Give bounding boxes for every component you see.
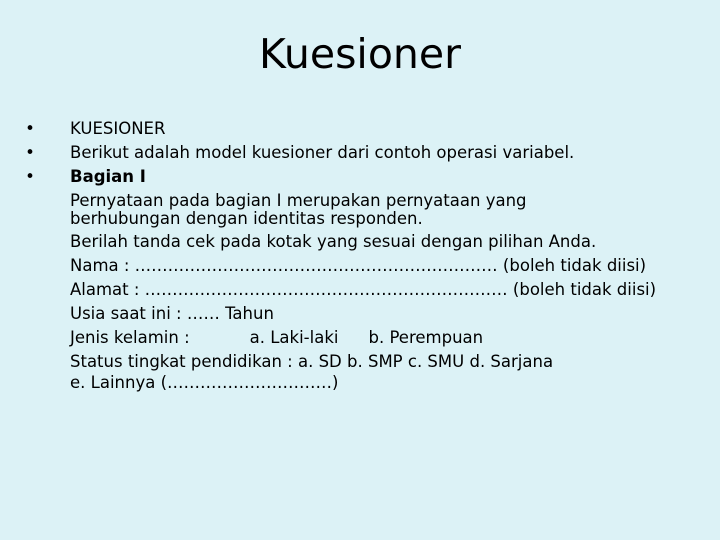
alamat-field: Alamat : ………………………………………………………… (boleh tidak diisi) — [70, 280, 657, 299]
bullet-text-section: Bagian I — [70, 167, 146, 186]
intro-line-2: berhubungan dengan identitas responden. — [70, 209, 423, 228]
status-pendidikan-field: Status tingkat pendidikan : a. SD b. SMP c. SMU d. Sarjana — [70, 352, 554, 371]
bullet-item — [22, 141, 712, 165]
jenis-kelamin-field — [22, 326, 712, 350]
bullet-item — [22, 165, 712, 189]
jenis-kelamin-option-a: a. Laki-laki — [249, 328, 339, 347]
intro-line-1: Pernyataan pada bagian I merupakan pernyataan yang — [70, 191, 527, 210]
bullet-icon: • — [25, 167, 35, 186]
lainnya-field: e. Lainnya (…………………………) — [70, 373, 339, 392]
bullet-text-kuesioner: KUESIONER — [70, 119, 166, 138]
slide-content — [22, 117, 712, 392]
slide-title: Kuesioner — [259, 30, 461, 78]
bullet-text-description: Berikut adalah model kuesioner dari contoh operasi variabel. — [70, 143, 575, 162]
usia-field: Usia saat ini : …… Tahun — [70, 304, 274, 323]
jenis-kelamin-option-b: b. Perempuan — [368, 328, 484, 347]
bullet-item — [22, 117, 712, 141]
bullet-icon: • — [25, 119, 35, 138]
bullet-icon: • — [25, 143, 35, 162]
instruction-line: Berilah tanda cek pada kotak yang sesuai dengan pilihan Anda. — [70, 232, 597, 251]
jenis-kelamin-label: Jenis kelamin : — [70, 328, 190, 347]
nama-field: Nama : ………………………………………………………… (boleh tidak diisi) — [70, 256, 647, 275]
